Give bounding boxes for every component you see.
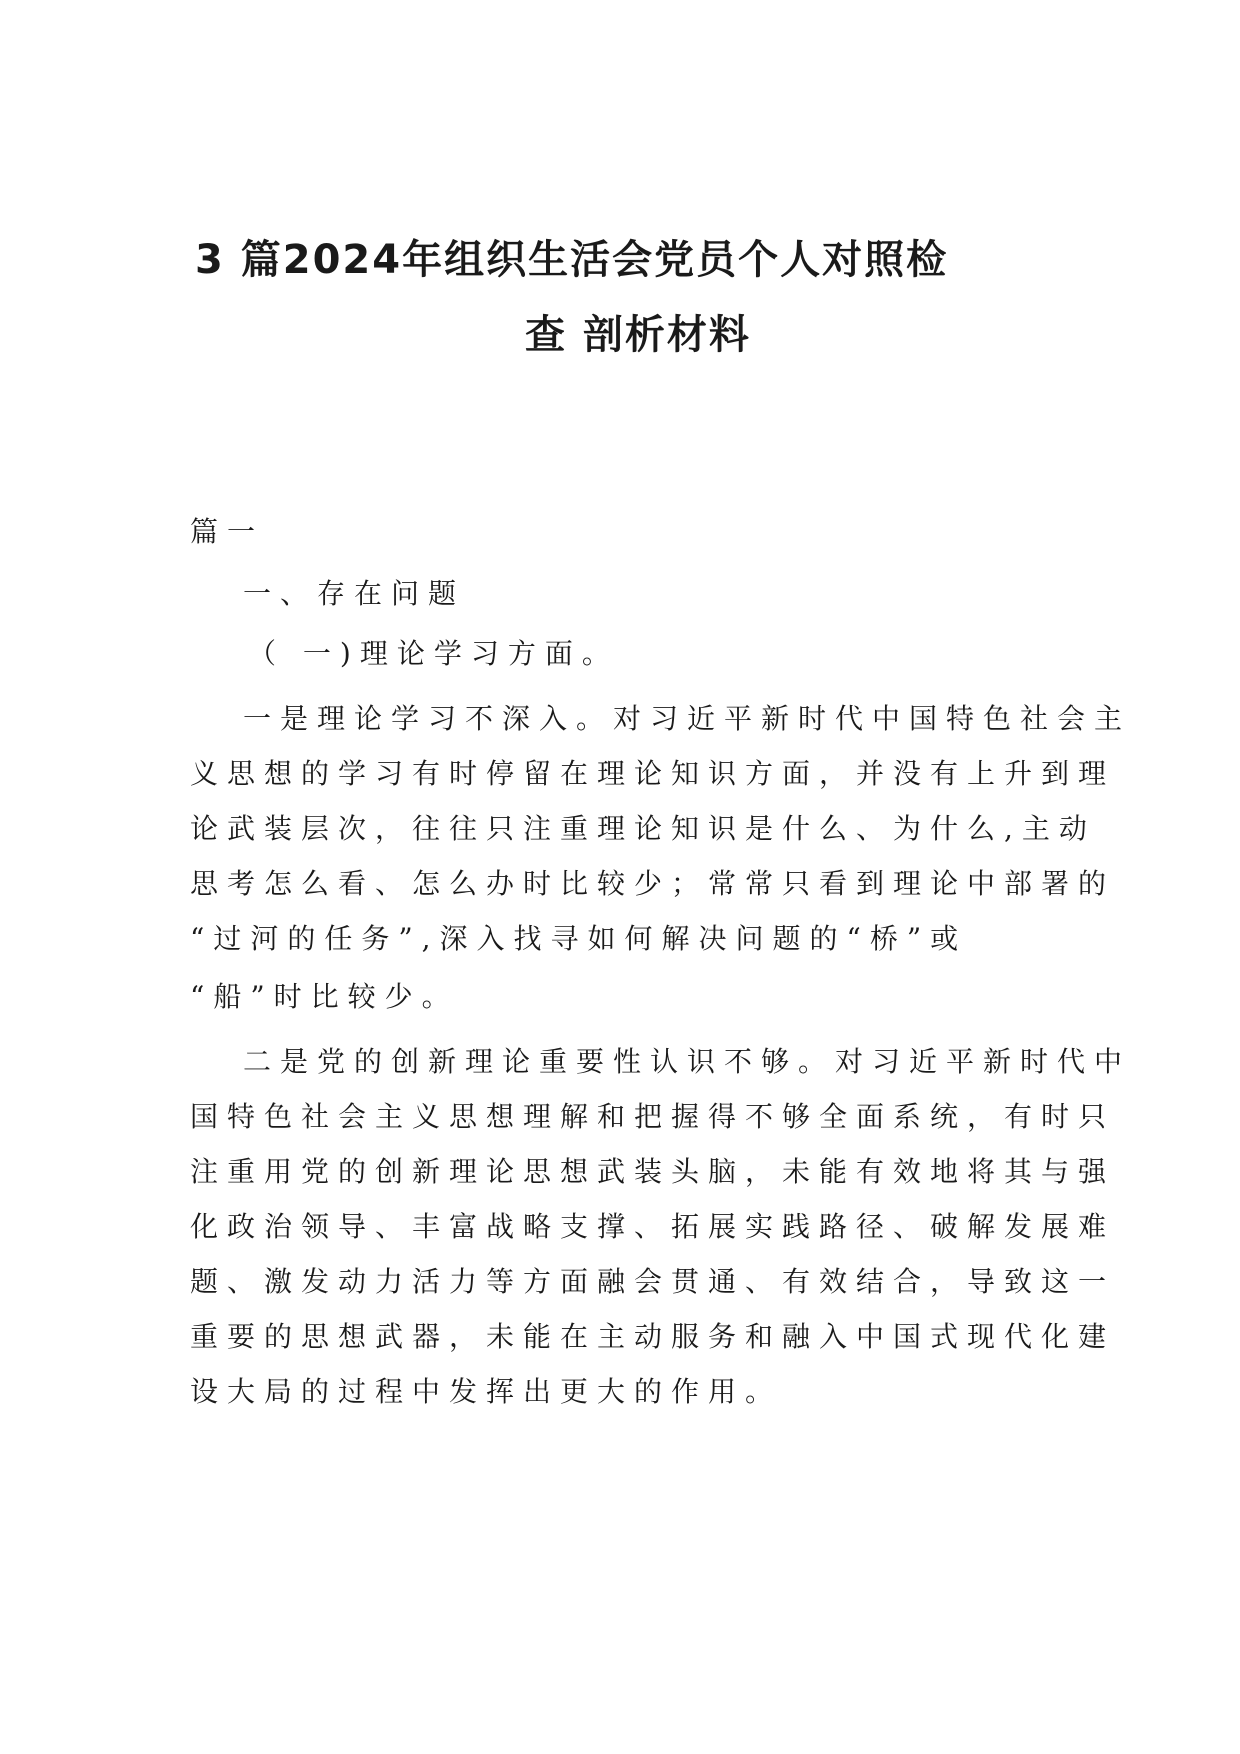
para2-line: 二是党的创新理论重要性认识不够。对习近平新时代中 [243, 1045, 1132, 1078]
para2-line: 国特色社会主义思想理解和把握得不够全面系统，有时只 [190, 1100, 1116, 1133]
para1-line: “过河的任务”,深入找寻如何解决问题的“桥”或 [190, 922, 968, 955]
document-title-line-1: 3 篇2024年组织生活会党员个人对照检 [195, 237, 949, 283]
para1-line: 论武装层次，往往只注重理论知识是什么、为什么,主动 [190, 812, 1096, 845]
section-label: 篇一 [190, 515, 265, 548]
para1-line: 义思想的学习有时停留在理论知识方面，并没有上升到理 [190, 757, 1116, 790]
heading-theory-study: （ 一)理论学习方面。 [248, 637, 619, 670]
para1-line: “船”时比较少。 [190, 980, 459, 1013]
heading-problems: 一、存在问题 [243, 577, 466, 610]
para1-line: 一是理论学习不深入。对习近平新时代中国特色社会主 [243, 702, 1132, 735]
para2-line: 重要的思想武器，未能在主动服务和融入中国式现代化建 [190, 1320, 1116, 1353]
para2-line: 题、激发动力活力等方面融会贯通、有效结合，导致这一 [190, 1265, 1116, 1298]
para2-line: 设大局的过程中发挥出更大的作用。 [190, 1375, 783, 1408]
document-title-line-2: 查 剖析材料 [525, 312, 751, 358]
para1-line: 思考怎么看、怎么办时比较少；常常只看到理论中部署的 [190, 867, 1116, 900]
para2-line: 注重用党的创新理论思想武装头脑，未能有效地将其与强 [190, 1155, 1116, 1188]
para2-line: 化政治领导、丰富战略支撑、拓展实践路径、破解发展难 [190, 1210, 1116, 1243]
